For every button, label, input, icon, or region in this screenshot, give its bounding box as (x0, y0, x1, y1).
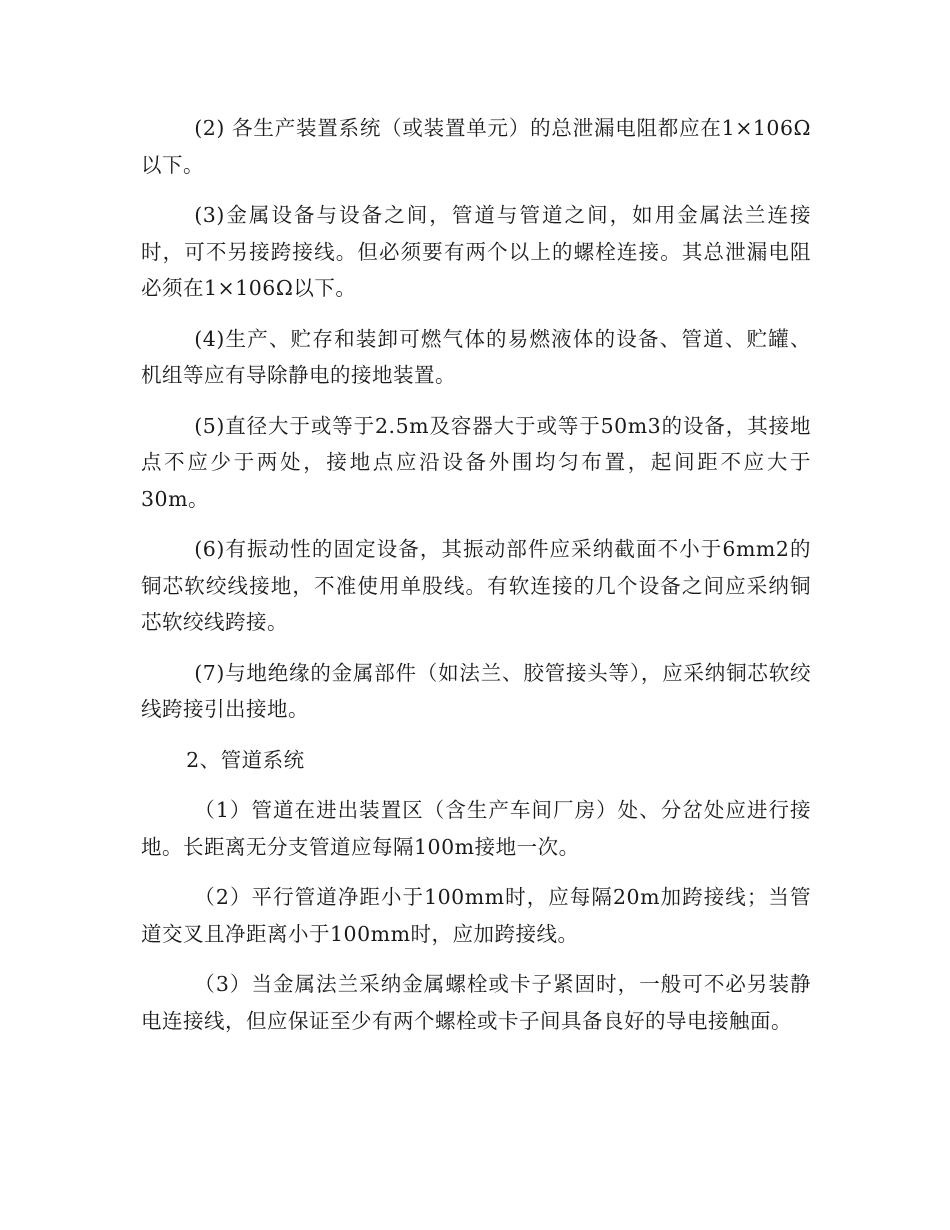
paragraph-item-4: (4)生产、贮存和装卸可燃气体的易燃液体的设备、管道、贮罐、机组等应有导除静电的接地装置。 (141, 326, 811, 387)
paragraph-item-3: (3)金属设备与设备之间，管道与管道之间，如用金属法兰连接时，可不另接跨接线。但必须要有两个以上的螺栓连接。其总泄漏电阻必须在1×106Ω以下。 (141, 203, 811, 300)
paragraph-item-7: (7)与地绝缘的金属部件（如法兰、胶管接头等），应采纳铜芯软绞线跨接引出接地。 (141, 660, 811, 721)
paragraph-item-5: (5)直径大于或等于2.5m及容器大于或等于50m3的设备，其接地点不应少于两处，接地点应沿设备外围均匀布置，起间距不应大于30m。 (141, 413, 811, 511)
section-heading-pipeline: 2、管道系统 (186, 747, 305, 772)
pipeline-item-3: （3）当金属法兰采纳金属螺栓或卡子紧固时，一般可不必另装静电连接线，但应保证至少有两个螺栓或卡子间具备良好的导电接触面。 (141, 972, 811, 1033)
pipeline-item-1: （1）管道在进出装置区（含生产车间厂房）处、分岔处应进行接地。长距离无分支管道应每隔100m接地一次。 (141, 798, 811, 859)
document-body (141, 110, 811, 1053)
paragraph-item-2: (2) 各生产装置系统（或装置单元）的总泄漏电阻都应在1×106Ω以下。 (141, 116, 811, 177)
pipeline-item-2: （2）平行管道净距小于100mm时，应每隔20m加跨接线；当管道交叉且净距离小于100mm时，应加跨接线。 (141, 885, 811, 946)
paragraph-item-6: (6)有振动性的固定设备，其振动部件应采纳截面不小于6mm2的铜芯软绞线接地，不准使用单股线。有软连接的几个设备之间应采纳铜芯软绞线跨接。 (141, 537, 811, 634)
